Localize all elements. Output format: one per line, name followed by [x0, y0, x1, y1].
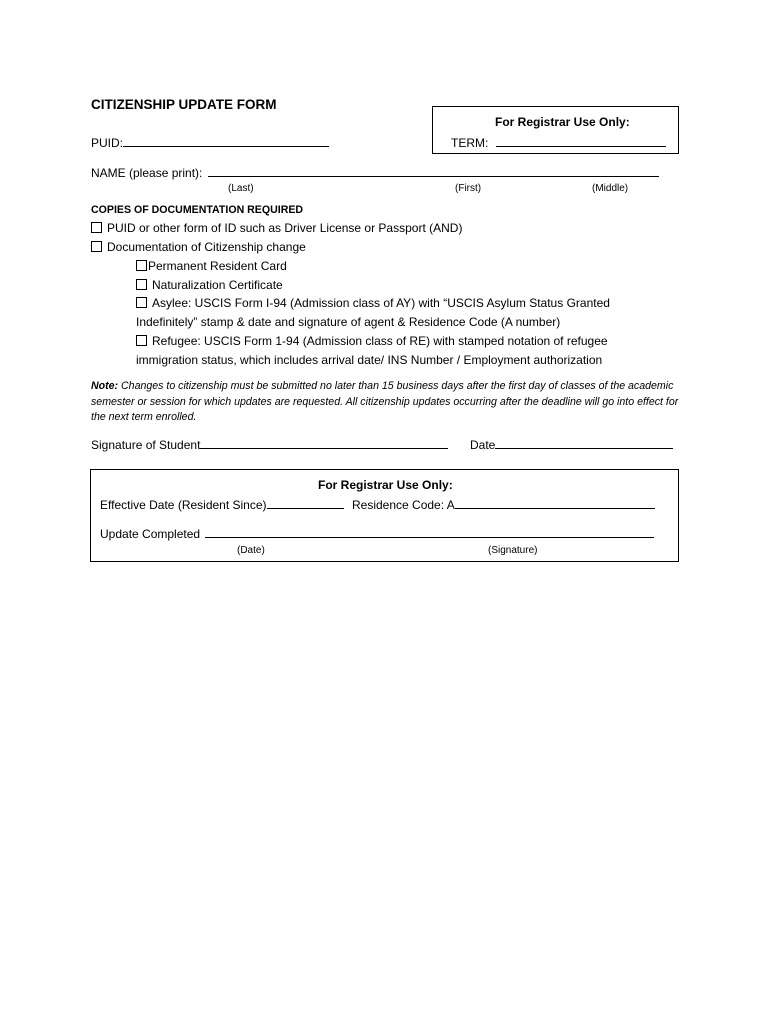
doc-sub-refugee-line1: Refugee: USCIS Form 1-94 (Admission class of RE) with stamped notation of refugee	[152, 334, 608, 348]
update-completed-field[interactable]	[100, 526, 654, 541]
date-label: Date	[470, 438, 496, 452]
checkbox-icon[interactable]	[136, 260, 147, 271]
update-signature-sublabel: (Signature)	[488, 545, 538, 556]
residence-code-field[interactable]	[352, 497, 655, 512]
residence-code-label: Residence Code: A	[352, 498, 455, 512]
checkbox-icon[interactable]	[136, 279, 147, 290]
term-label: TERM:	[451, 136, 489, 150]
doc-item-citizenship-label: Documentation of Citizenship change	[107, 240, 306, 254]
puid-field[interactable]	[91, 135, 329, 150]
doc-item-citizenship	[91, 240, 306, 254]
doc-sub-asylee	[136, 296, 610, 310]
doc-sub-permanent-resident	[136, 259, 287, 273]
doc-sub-naturalization	[136, 278, 283, 292]
registrar-bottom-heading: For Registrar Use Only:	[318, 478, 453, 492]
note-text: Changes to citizenship must be submitted no later than 15 business days after the first day of classes of the academic semester or session for which updates are requested. All citizenship updates occurring after the deadline will go into effect for the next term enrolled.	[91, 380, 679, 423]
puid-label: PUID:	[91, 136, 124, 150]
doc-sub-asylee-line2: Indefinitely” stamp & date and signature of agent & Residence Code (A number)	[136, 315, 561, 329]
update-completed-line[interactable]	[205, 526, 654, 538]
doc-sub-refugee	[136, 334, 608, 348]
note-label: Note:	[91, 380, 119, 392]
checkbox-icon[interactable]	[91, 222, 102, 233]
update-date-sublabel: (Date)	[237, 545, 265, 556]
doc-sub-permanent-resident-label: Permanent Resident Card	[148, 259, 287, 273]
term-line[interactable]	[496, 135, 666, 147]
effective-date-field[interactable]	[100, 497, 344, 512]
effective-date-line[interactable]	[267, 497, 344, 509]
student-signature-field[interactable]	[91, 437, 448, 452]
registrar-top-heading: For Registrar Use Only:	[495, 115, 630, 129]
name-first-sublabel: (First)	[455, 183, 482, 194]
update-completed-label: Update Completed	[100, 527, 201, 541]
name-field[interactable]	[91, 165, 659, 180]
checkbox-icon[interactable]	[136, 297, 147, 308]
name-line[interactable]	[208, 165, 659, 177]
checkbox-icon[interactable]	[136, 335, 147, 346]
puid-line[interactable]	[123, 135, 329, 147]
note-paragraph	[91, 379, 679, 426]
date-field[interactable]	[470, 437, 673, 452]
doc-sub-asylee-line1: Asylee: USCIS Form I-94 (Admission class of AY) with “USCIS Asylum Status Granted	[152, 296, 610, 310]
effective-date-label: Effective Date (Resident Since)	[100, 498, 267, 512]
doc-item-puid-label: PUID or other form of ID such as Driver License or Passport (AND)	[107, 221, 463, 235]
form-title: CITIZENSHIP UPDATE FORM	[91, 97, 277, 112]
name-last-sublabel: (Last)	[228, 183, 254, 194]
date-line[interactable]	[495, 437, 673, 449]
signature-label: Signature of Student	[91, 438, 201, 452]
residence-code-line[interactable]	[455, 497, 655, 509]
doc-item-puid	[91, 221, 462, 235]
docs-heading: COPIES OF DOCUMENTATION REQUIRED	[91, 204, 304, 216]
doc-sub-refugee-line2: immigration status, which includes arrival date/ INS Number / Employment authorization	[136, 353, 603, 367]
signature-line[interactable]	[200, 437, 448, 449]
term-field[interactable]	[451, 135, 666, 150]
name-middle-sublabel: (Middle)	[592, 183, 629, 194]
checkbox-icon[interactable]	[91, 241, 102, 252]
doc-sub-naturalization-label: Naturalization Certificate	[152, 278, 283, 292]
name-label: NAME (please print):	[91, 166, 203, 180]
